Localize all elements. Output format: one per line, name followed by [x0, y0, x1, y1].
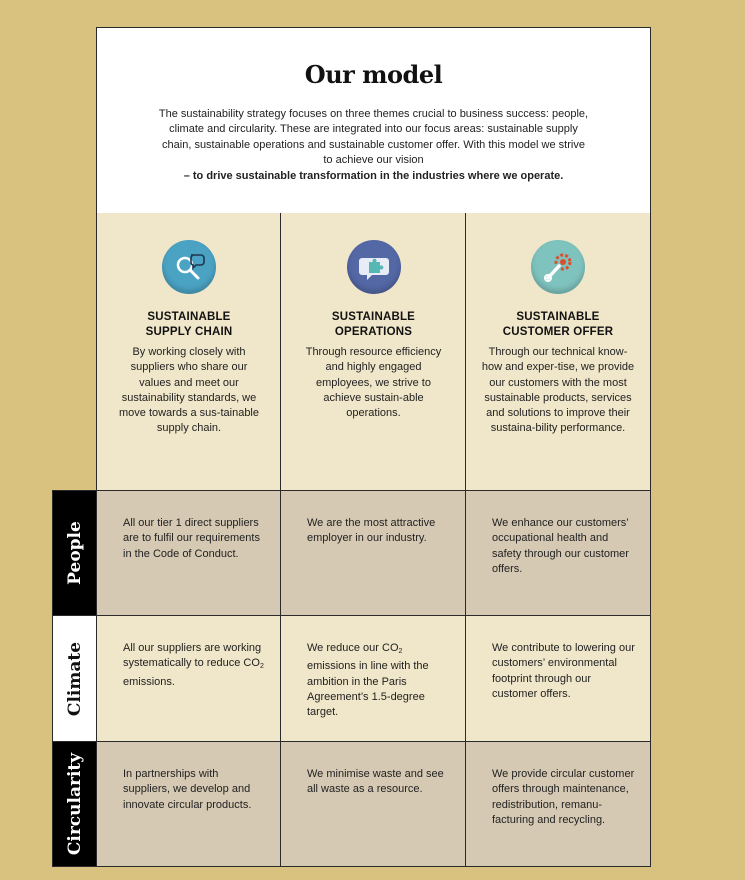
cell-circularity-operations: We minimise waste and see all waste as a resource.	[280, 741, 466, 867]
intro-vision: – to drive sustainable transformation in the industries where we operate.	[183, 169, 564, 182]
row-label-climate: Climate	[52, 615, 97, 742]
column-title: SUSTAINABLE SUPPLY CHAIN	[145, 311, 233, 338]
cell-circularity-customer-offer: We provide circular customer offers through maintenance, redistribution, remanu-facturing and recycling.	[465, 741, 651, 867]
cell-climate-supply-chain: All our suppliers are working systematically to reduce $CO_2$ emissions.	[96, 615, 281, 742]
magnifier-speech-icon	[162, 240, 216, 294]
column-title: SUSTAINABLE CUSTOMER OFFER	[502, 311, 614, 338]
cell-people-customer-offer: We enhance our customers’ occupational health and safety through our customer offers.	[465, 490, 651, 616]
cell-people-supply-chain: All our tier 1 direct suppliers are to fulfil our requirements in the Code of Conduct.	[96, 490, 281, 616]
column-operations	[280, 213, 466, 490]
column-description: Through our technical know-how and exper-tise, we provide our customers with the most sustainable products, services and solutions to improve their sustaina-bility performance.	[481, 346, 635, 435]
cell-climate-operations: We reduce our $CO_2$ emissions in line with the ambition in the Paris Agreement’s 1.5-degree target.	[280, 615, 466, 742]
row-label-people: People	[52, 490, 97, 616]
row-label-circularity: Circularity	[52, 741, 97, 867]
cell-people-operations: We are the most attractive employer in our industry.	[280, 490, 466, 616]
cell-circularity-supply-chain: In partnerships with suppliers, we develop and innovate circular products.	[96, 741, 281, 867]
cell-climate-customer-offer: We contribute to lowering our customers’ environmental footprint through our customer offers.	[465, 615, 651, 742]
intro-body: The sustainability strategy focuses on three themes crucial to business success: people, climate and circularity. These are integrated into our focus areas: sustainable supply chain, sustainable operations and sustainable customer offer. With this model we strive to achieve our vision	[158, 108, 589, 167]
column-description: By working closely with suppliers who share our values and meet our sustainability standards, we move towards a sus-tainable supply chain.	[118, 346, 259, 435]
intro-text	[159, 107, 589, 184]
puzzle-speech-icon	[347, 240, 401, 294]
column-title: SUSTAINABLE OPERATIONS	[331, 311, 416, 338]
header-panel	[96, 27, 651, 214]
wrench-gear-icon	[531, 240, 585, 294]
column-customer-offer	[465, 213, 651, 490]
page-title: Our model	[304, 60, 443, 89]
column-supply-chain	[96, 213, 281, 490]
column-description: Through resource efficiency and highly engaged employees, we strive to achieve sustain-able operations.	[305, 346, 442, 420]
